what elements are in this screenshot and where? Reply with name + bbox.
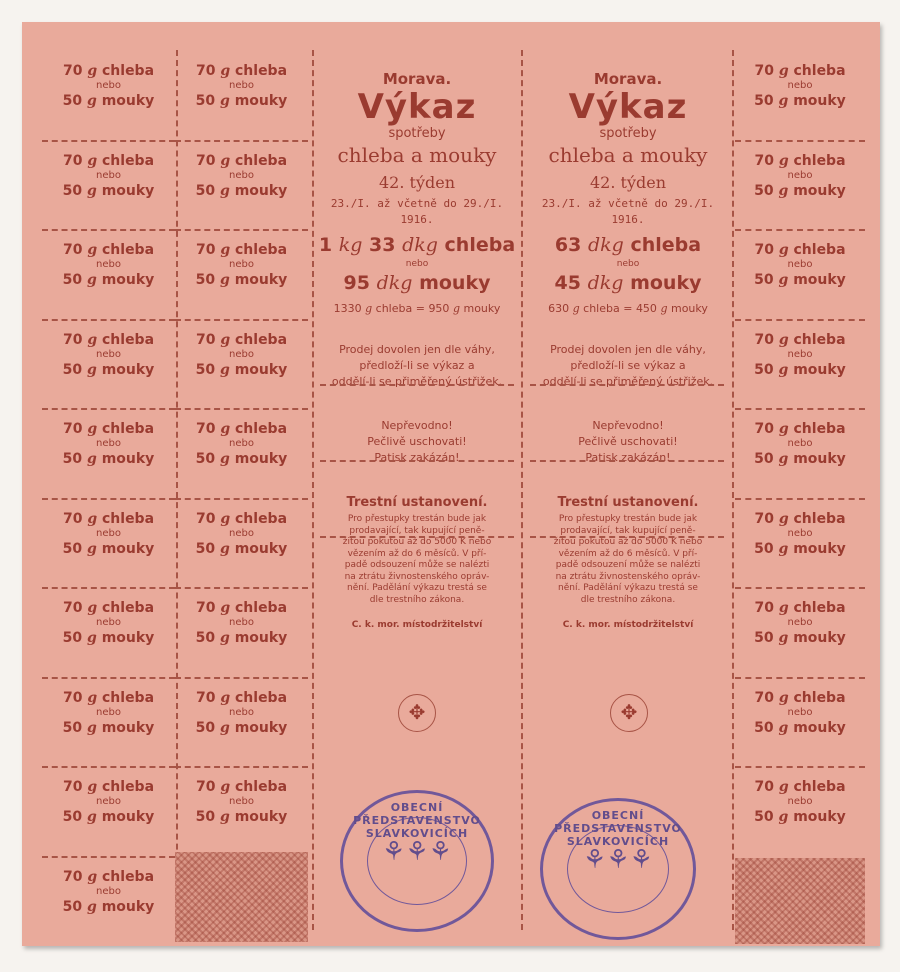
bread-coupon: 70 g chleba nebo 50 g mouky — [195, 600, 288, 646]
coupon-perforation — [42, 229, 175, 231]
flour-allowance: 95 dkg mouky — [343, 272, 491, 294]
stamp-text: OBECNÍ PŘEDSTAVENSTVO SLAVKOVICÍCH — [353, 801, 481, 840]
region-label: Morava. — [382, 70, 452, 88]
coupon-perforation — [175, 766, 308, 768]
warning-block: Nepřevodno! Pečlivě uschovati! Patisk zakázán! — [578, 419, 678, 464]
form-rule — [320, 384, 514, 386]
bread-coupon: 70 g chleba nebo 50 g mouky — [62, 63, 155, 109]
coupon-perforation — [735, 498, 865, 500]
bread-coupon: 70 g chleba nebo 50 g mouky — [754, 63, 846, 109]
sale-note: Prodej dovolen jen dle váhy, předloží-li se výkaz a oddělí-li se přiměřený ústřižek. — [542, 343, 714, 388]
coupon-perforation — [42, 408, 175, 410]
week-label: 42. týden — [589, 173, 666, 192]
form-rule — [320, 460, 514, 462]
eagle-crest-icon: ✥ — [610, 694, 648, 732]
form-subtitle-1: spotřeby — [388, 126, 446, 141]
coupon-perforation — [735, 140, 865, 142]
coupon-perforation — [175, 498, 308, 500]
bread-coupon: 70 g chleba nebo 50 g mouky — [754, 242, 846, 288]
penal-heading: Trestní ustanovení. — [346, 495, 488, 510]
coupon-perforation — [735, 408, 865, 410]
coupon-perforation — [42, 856, 175, 858]
week-label: 42. týden — [378, 173, 455, 192]
blank-textured-cell — [735, 858, 865, 944]
divider-left-form — [312, 50, 314, 930]
coupon-perforation — [735, 587, 865, 589]
right-form-column — [526, 40, 730, 630]
bread-coupon: 70 g chleba nebo 50 g mouky — [754, 152, 846, 199]
bread-coupon: 70 g chleba nebo 50 g mouky — [62, 152, 155, 199]
municipal-stamp — [340, 790, 494, 932]
coupon-perforation — [175, 408, 308, 410]
or-label: nebo — [405, 259, 429, 269]
bread-coupon: 70 g chleba nebo 50 g mouky — [62, 242, 155, 288]
bread-coupon: 70 g chleba nebo 50 g mouky — [195, 63, 288, 109]
date-range: 23./I. až včetně do 29./I. 1916. — [330, 197, 504, 226]
coupon-perforation — [42, 766, 175, 768]
coupon-perforation — [735, 229, 865, 231]
coupon-perforation — [735, 319, 865, 321]
bread-coupon: 70 g chleba nebo 50 g mouky — [195, 331, 288, 378]
bread-coupon: 70 g chleba nebo 50 g mouky — [62, 421, 155, 467]
bread-coupon: 70 g chleba nebo 50 g mouky — [195, 242, 288, 288]
penal-text: Pro přestupky trestán bude jak prodavající, tak kupující peně- žitou pokutou až do 5000 K nebo vězením až do 6 měsíců. V pří- padě odsouzení může se nalézti na ztrátu živnostenského opráv- nění. Padělání výkazu trestá se dle trestního zákona. — [553, 514, 703, 605]
bread-coupon: 70 g chleba nebo 50 g mouky — [62, 868, 155, 915]
coupon-divider — [176, 50, 178, 930]
warning-block: Nepřevodno! Pečlivě uschovati! Patisk zakázán! — [367, 419, 467, 464]
equivalence-line: 1330 g chleba = 950 g mouky — [333, 302, 501, 315]
wheat-sheaf-icon: ⚘⚘⚘ — [382, 837, 452, 867]
bread-coupon: 70 g chleba nebo 50 g mouky — [62, 600, 155, 646]
bread-coupon: 70 g chleba nebo 50 g mouky — [195, 779, 288, 825]
bread-coupon: 70 g chleba nebo 50 g mouky — [754, 421, 846, 467]
bread-coupon: 70 g chleba nebo 50 g mouky — [754, 331, 846, 378]
bread-allowance: 1 kg 33 dkg chleba — [318, 234, 516, 256]
bread-coupon: 70 g chleba nebo 50 g mouky — [62, 689, 155, 736]
municipal-stamp — [540, 798, 696, 940]
form-subtitle-2: chleba a mouky — [337, 143, 497, 167]
penal-text: Pro přestupky trestán bude jak prodavající, tak kupující peně- žitou pokutou až do 5000 K nebo vězením až do 6 měsíců. V pří- padě odsouzení může se nalézti na ztrátu živnostenského opráv- nění. Padělání výkazu trestá se dle trestního zákona. — [342, 514, 492, 605]
date-range: 23./I. až včetně do 29./I. 1916. — [541, 197, 715, 226]
bread-coupon: 70 g chleba nebo 50 g mouky — [754, 689, 846, 736]
bread-coupon: 70 g chleba nebo 50 g mouky — [754, 779, 846, 825]
eagle-crest-icon: ✥ — [398, 694, 436, 732]
bread-coupon: 70 g chleba nebo 50 g mouky — [195, 152, 288, 199]
flour-allowance: 45 dkg mouky — [554, 272, 702, 294]
bread-allowance: 63 dkg chleba — [554, 234, 702, 256]
coupon-perforation — [175, 229, 308, 231]
form-rule — [320, 536, 514, 538]
bread-coupon: 70 g chleba nebo 50 g mouky — [195, 421, 288, 467]
coupon-perforation — [175, 677, 308, 679]
wheat-sheaf-icon: ⚘⚘⚘ — [583, 845, 653, 875]
bread-coupon: 70 g chleba nebo 50 g mouky — [754, 600, 846, 646]
bread-coupon: 70 g chleba nebo 50 g mouky — [62, 331, 155, 378]
bread-coupon: 70 g chleba nebo 50 g mouky — [195, 510, 288, 557]
stamp-text: OBECNÍ PŘEDSTAVENSTVO SLAVKOVICÍCH — [554, 809, 682, 848]
left-form-column — [314, 40, 520, 630]
form-subtitle-1: spotřeby — [599, 126, 657, 141]
coupon-perforation — [175, 587, 308, 589]
authority-label: C. k. mor. místodržitelství — [562, 620, 694, 630]
coupon-perforation — [42, 587, 175, 589]
coupon-perforation — [175, 140, 308, 142]
bread-coupon: 70 g chleba nebo 50 g mouky — [195, 689, 288, 736]
form-rule — [530, 384, 724, 386]
bread-coupon: 70 g chleba nebo 50 g mouky — [62, 779, 155, 825]
coupon-perforation — [735, 766, 865, 768]
region-label: Morava. — [593, 70, 663, 88]
equivalence-line: 630 g chleba = 450 g mouky — [548, 302, 708, 315]
divider-right-form — [732, 50, 734, 930]
coupon-perforation — [42, 498, 175, 500]
bread-coupon: 70 g chleba nebo 50 g mouky — [62, 510, 155, 557]
or-label: nebo — [616, 259, 640, 269]
coupon-perforation — [735, 677, 865, 679]
sale-note: Prodej dovolen jen dle váhy, předloží-li se výkaz a oddělí-li se přiměřený ústřižek. — [331, 343, 503, 388]
coupon-perforation — [42, 140, 175, 142]
coupon-perforation — [42, 319, 175, 321]
coupon-perforation — [175, 319, 308, 321]
form-rule — [530, 536, 724, 538]
form-subtitle-2: chleba a mouky — [548, 143, 708, 167]
form-title: Výkaz — [568, 87, 688, 127]
coupon-perforation — [42, 677, 175, 679]
penal-heading: Trestní ustanovení. — [557, 495, 699, 510]
form-rule — [530, 460, 724, 462]
authority-label: C. k. mor. místodržitelství — [351, 620, 483, 630]
blank-textured-cell — [175, 852, 308, 942]
form-title: Výkaz — [357, 87, 477, 127]
bread-coupon: 70 g chleba nebo 50 g mouky — [754, 510, 846, 557]
divider-center — [521, 50, 523, 930]
